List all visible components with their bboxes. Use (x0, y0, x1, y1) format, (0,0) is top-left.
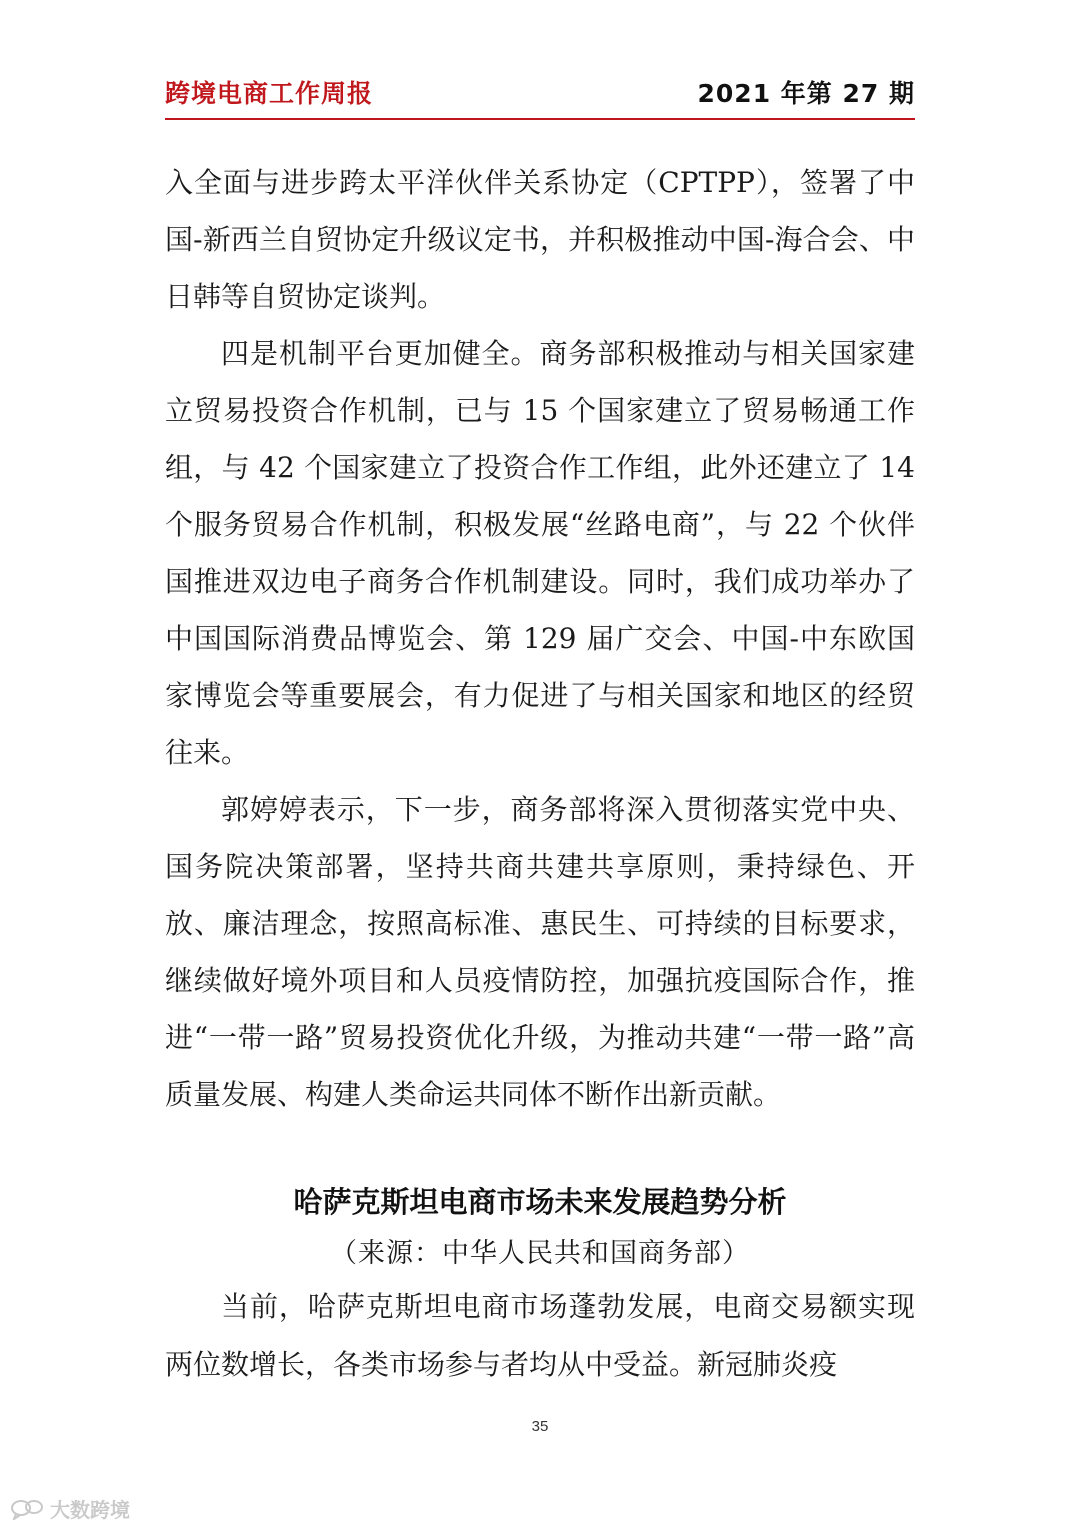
paragraph-next-steps: 郭婷婷表示，下一步，商务部将深入贯彻落实党中央、国务院决策部署，坚持共商共建共享原则，秉持绿色、开放、廉洁理念，按照高标准、惠民生、可持续的目标要求，继续做好境外项目和人员疫情防控，加强抗疫国际合作，推进“一带一路”贸易投资优化升级，为推动共建“一带一路”高质量发展、构建人类命运共同体不断作出新贡献。 (165, 793, 915, 1111)
paragraph-mechanism-platform: 四是机制平台更加健全。商务部积极推动与相关国家建立贸易投资合作机制，已与 15 个国家建立了贸易畅通工作组，与 42 个国家建立了投资合作工作组，此外还建立了 14 个服务贸易合作机制，积极发展“丝路电商”，与 22 个伙伴国推进双边电子商务合作机制建设。同时，我们成功举办了中国国际消费品博览会、第 129 届广交会、中国-中东欧国家博览会等重要展会，有力促进了与相关国家和地区的经贸往来。 (165, 337, 915, 769)
article-title: 哈萨克斯坦电商市场未来发展趋势分析 (293, 1185, 787, 1219)
paragraph-cptpp: 入全面与进步跨太平洋伙伴关系协定（CPTPP），签署了中国-新西兰自贸协定升级议定书，并积极推动中国-海合会、中日韩等自贸协定谈判。 (165, 166, 915, 313)
page-number: 35 (531, 1418, 549, 1435)
article-body (165, 1278, 915, 1394)
watermark-label: 大数跨境 (50, 1498, 130, 1522)
issue-number: 2021 年第 27 期 (697, 79, 915, 108)
speech-bubble-icon (10, 1498, 44, 1520)
publication-title: 跨境电商工作周报 (165, 79, 374, 108)
article-source: （来源：中华人民共和国商务部） (330, 1238, 750, 1269)
watermark (10, 1494, 130, 1523)
article-paragraph: 当前，哈萨克斯坦电商市场蓬勃发展，电商交易额实现两位数增长，各类市场参与者均从中受益。新冠肺炎疫 (165, 1290, 915, 1381)
header-divider (165, 118, 915, 120)
body-text (165, 154, 915, 1123)
page-header (165, 72, 915, 112)
